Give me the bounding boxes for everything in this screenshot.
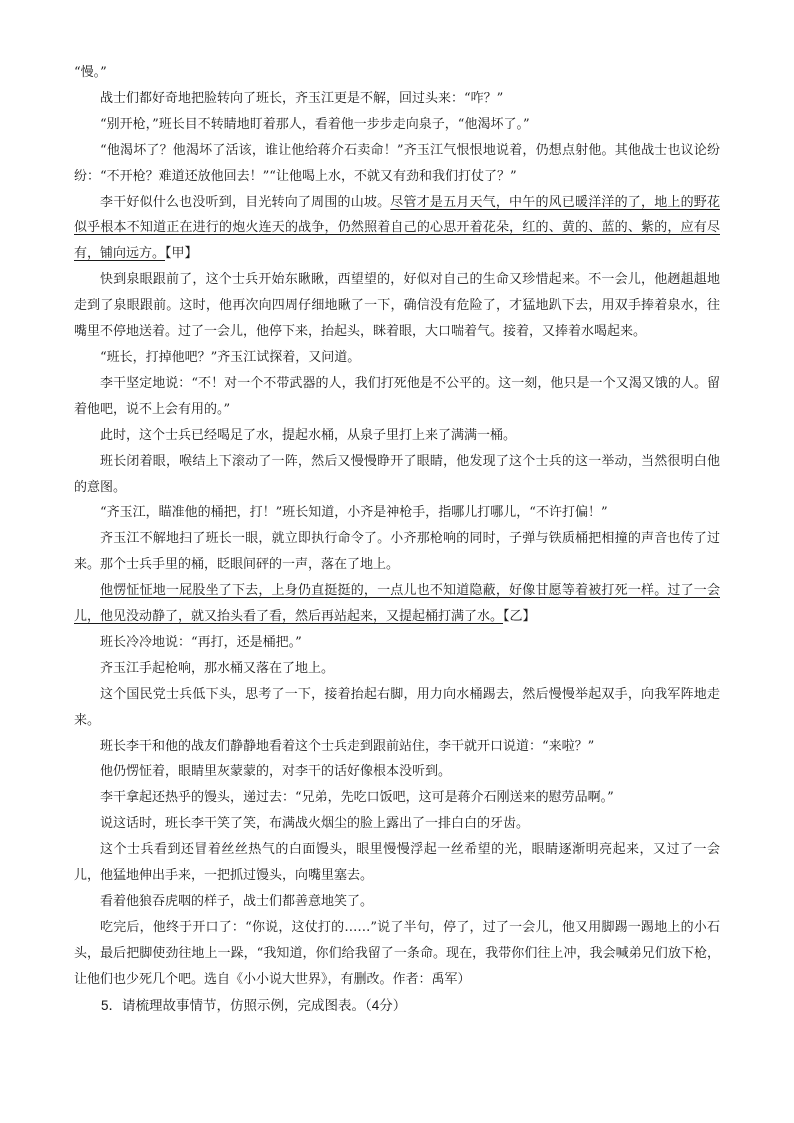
question-5: 5．请梳理故事情节，仿照示例，完成图表。（4分） [101,997,407,1013]
story-text [74,60,720,1019]
paragraph: 这个国民党士兵低下头，思考了一下，接着抬起右脚，用力向水桶踢去，然后慢慢举起双手，向我军阵地走来。 [74,686,720,728]
paragraph: 战士们都好奇地把脸转向了班长，齐玉江更是不解，回过头来：“咋？” [100,90,504,106]
paragraph: 吃完后，他终于开口了：“你说，这仗打的……”说了半句，停了，过了一会儿，他又用脚踢一踢地上的小石头，最后把脚使劲往地上一跺，“我知道，你们给我留了一条命。现在，我带你们往上冲，我会喊弟兄们放下枪，让他们也少死几个吧。选自《小小说大世界》，有删改。作者：禹军） [74,919,720,987]
paragraph: 李干坚定地说：“不！对一个不带武器的人，我们打死他是不公平的。这一刻，他只是一个又渴又饿的人。留着他吧，说不上会有用的。” [74,375,720,417]
paragraph: 这个士兵看到还冒着丝丝热气的白面馒头，眼里慢慢浮起一丝希望的光，眼睛逐渐明亮起来，又过了一会儿，他猛地伸出手来，一把抓过馒头，向嘴里塞去。 [74,842,720,884]
paragraph: “慢。” [74,65,107,80]
underlined-sentence-yi: 他愣怔怔地一屁股坐了下去，上身仍直挺挺的，一点儿也不知道隐蔽，好像甘愿等着被打死一样。过了一会儿，他见没动静了，就又抬头看了看，然后再站起来，又提起桶打满了水。 [74,583,720,625]
paragraph-with-underline [74,578,720,630]
paragraph: 班长冷冷地说：“再打，还是桶把。” [100,634,302,650]
paragraph: “别开枪，”班长目不转睛地盯着那人，看着他一步步走向泉子，“他渴坏了。” [100,116,530,132]
marker-yi: 【乙】 [503,609,536,625]
marker-jia: 【甲】 [165,246,198,262]
paragraph: 此时，这个士兵已经喝足了水，提起水桶，从泉子里打上来了满满一桶。 [100,427,517,443]
paragraph-with-underline [74,190,720,268]
paragraph: 齐玉江不解地扫了班长一眼，就立即执行命令了。小齐那枪响的同时，子弹与铁质桶把相撞的声音也传了过来。那个士兵手里的桶，眨眼间砰的一声，落在了地上。 [74,531,720,573]
paragraph: 说这话时，班长李干笑了笑，布满战火烟尘的脸上露出了一排白白的牙齿。 [100,816,530,832]
paragraph: 看着他狼吞虎咽的样子，战士们都善意地笑了。 [100,894,374,909]
paragraph: “齐玉江，瞄准他的桶把，打！”班长知道，小齐是神枪手，指哪儿打哪儿，“不许打偏！” [100,505,608,521]
paragraph: 班长李干和他的战友们静静地看着这个士兵走到跟前站住，李干就开口说道：“来啦？” [100,738,595,754]
paragraph-text: 李干好似什么也没听到，目光转向了周围的山坡。 [100,194,391,210]
paragraph: 班长闭着眼，喉结上下滚动了一阵，然后又慢慢睁开了眼睛，他发现了这个士兵的这一举动，当然很明白他的意图。 [74,453,720,495]
underlined-sentence-jia: 尽管才是五月天气，中午的风已暖洋洋的了，地上的野花似乎根本不知道正在进行的炮火连天的战争，仍然照着自己的心思开着花朵，红的、黄的、蓝的、紫的，应有尽有，铺向远方。 [74,194,720,262]
paragraph: 他仍愣怔着，眼睛里灰蒙蒙的，对李干的话好像根本没听到。 [100,764,452,780]
paragraph: 齐玉江手起枪响，那水桶又落在了地上。 [100,660,335,676]
paragraph: 李干拿起还热乎的馒头，递过去：“兄弟，先吃口饭吧，这可是蒋介石刚送来的慰劳品啊。” [100,790,614,806]
paragraph: “他渴坏了？他渴坏了活该，谁让他给蒋介石卖命！”齐玉江气恨恨地说着，仍想点射他。其他战士也议论纷纷：“不开枪？难道还放他回去！”“让他喝上水，不就又有劲和我们打仗了？” [74,142,720,184]
paragraph: 快到泉眼跟前了，这个士兵开始东瞅瞅，西望望的，好似对自己的生命又珍惜起来。不一会儿，他趔趄趄地走到了泉眼跟前。这时，他再次向四周仔细地瞅了一下，确信没有危险了，才猛地趴下去，用双手捧着泉水，往嘴里不停地送着。过了一会儿，他停下来，抬起头，眯着眼，大口喘着气。接着，又捧着水喝起来。 [74,272,720,340]
paragraph: “班长，打掉他吧？”齐玉江试探着，又问道。 [100,349,361,365]
